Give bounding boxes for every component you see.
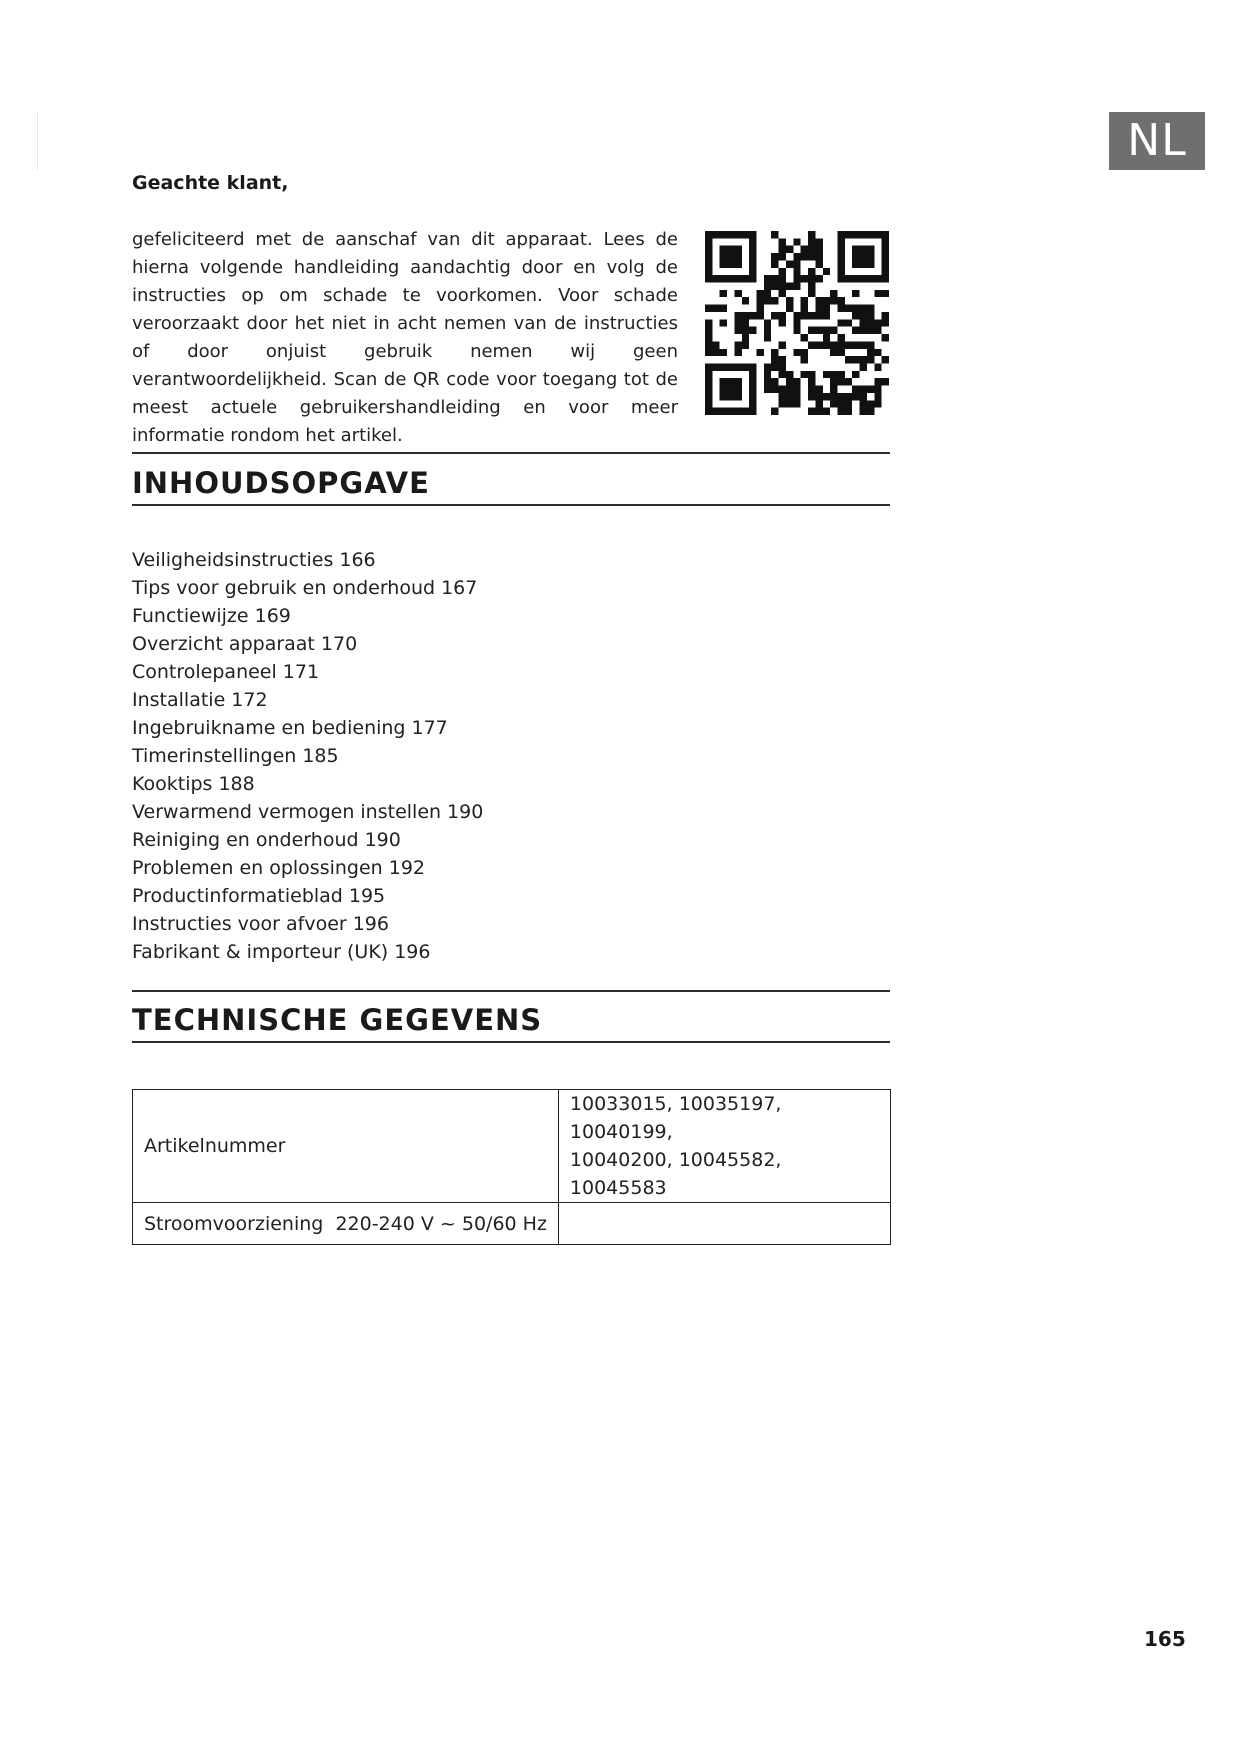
toc-item-page: 185	[302, 745, 339, 767]
table-row	[133, 1090, 891, 1203]
list-item	[132, 658, 483, 686]
list-item	[132, 882, 483, 910]
toc-item-page: 196	[352, 913, 389, 935]
toc-item-page: 171	[282, 661, 320, 683]
toc-item-page: 170	[320, 633, 358, 655]
toc-rule-bottom	[132, 504, 890, 506]
power-value: 220-240 V ~ 50/60 Hz	[335, 1212, 547, 1235]
qr-code-icon	[705, 230, 889, 416]
table-of-contents	[132, 546, 483, 966]
toc-item-label: Overzicht apparaat	[132, 633, 315, 655]
toc-item-label: Tips voor gebruik en onderhoud	[132, 577, 436, 599]
list-item	[132, 742, 483, 770]
toc-item-label: Ingebruikname en bediening	[132, 717, 406, 739]
list-item	[132, 686, 483, 714]
greeting: Geachte klant,	[132, 172, 289, 194]
toc-item-label: Verwarmend vermogen instellen	[132, 801, 442, 823]
toc-item-page: 195	[348, 885, 386, 907]
toc-item-label: Veiligheidsinstructies	[132, 549, 334, 571]
list-item	[132, 938, 483, 966]
toc-item-page: 167	[441, 577, 478, 599]
toc-item-label: Functiewijze	[132, 605, 249, 627]
toc-title: INHOUDSOPGAVE	[132, 466, 430, 500]
article-numbers-cell	[558, 1090, 890, 1203]
specs-title: TECHNISCHE GEGEVENS	[132, 1003, 543, 1037]
toc-rule-top	[132, 452, 890, 454]
toc-item-page: 169	[254, 605, 291, 627]
toc-item-label: Controlepaneel	[132, 661, 277, 683]
toc-item-page: 177	[411, 717, 448, 739]
article-numbers-line2: 10040200, 10045582, 10045583	[569, 1149, 782, 1199]
toc-item-label: Productinformatieblad	[132, 885, 343, 907]
language-badge: NL	[1109, 112, 1205, 170]
specs-rule-top	[132, 990, 890, 992]
list-item	[132, 826, 483, 854]
page-number: 165	[1144, 1627, 1186, 1651]
list-item	[132, 798, 483, 826]
power-empty-cell	[558, 1203, 890, 1245]
list-item	[132, 546, 483, 574]
toc-item-page: 190	[447, 801, 484, 823]
article-label-cell: Artikelnummer	[133, 1090, 559, 1203]
power-label: Stroomvoorziening	[144, 1212, 324, 1235]
intro-text: gefeliciteerd met de aanschaf van dit apparaat. Lees de hierna volgende handleiding aandachtig door en volg de instructies op om schade te voorkomen. Voor schade veroorzaakt door het niet in acht nemen van de instructies of door onjuist gebruik nemen wij geen verantwoordelijkheid. Scan de QR code voor toegang tot de meest actuele gebruikershandleiding en voor meer informatie rondom het artikel.	[132, 229, 678, 446]
list-item	[132, 602, 483, 630]
list-item	[132, 630, 483, 658]
article-numbers-line1: 10033015, 10035197, 10040199,	[569, 1093, 782, 1143]
toc-item-page: 196	[394, 941, 431, 963]
toc-item-label: Reiniging en onderhoud	[132, 829, 359, 851]
toc-item-label: Fabrikant & importeur (UK)	[132, 941, 389, 963]
list-item	[132, 714, 483, 742]
toc-item-label: Installatie	[132, 689, 226, 711]
margin-line	[37, 112, 38, 170]
toc-item-page: 172	[231, 689, 268, 711]
list-item	[132, 574, 483, 602]
toc-item-label: Instructies voor afvoer	[132, 913, 347, 935]
specs-table	[132, 1089, 891, 1245]
toc-item-label: Kooktips	[132, 773, 213, 795]
toc-item-page: 192	[388, 857, 425, 879]
table-row	[133, 1203, 891, 1245]
toc-item-page: 166	[339, 549, 376, 571]
list-item	[132, 770, 483, 798]
list-item	[132, 854, 483, 882]
toc-item-page: 190	[364, 829, 401, 851]
toc-item-label: Problemen en oplossingen	[132, 857, 383, 879]
specs-rule-bottom	[132, 1041, 890, 1043]
toc-item-label: Timerinstellingen	[132, 745, 297, 767]
power-cell	[133, 1203, 559, 1245]
list-item	[132, 910, 483, 938]
toc-item-page: 188	[218, 773, 255, 795]
